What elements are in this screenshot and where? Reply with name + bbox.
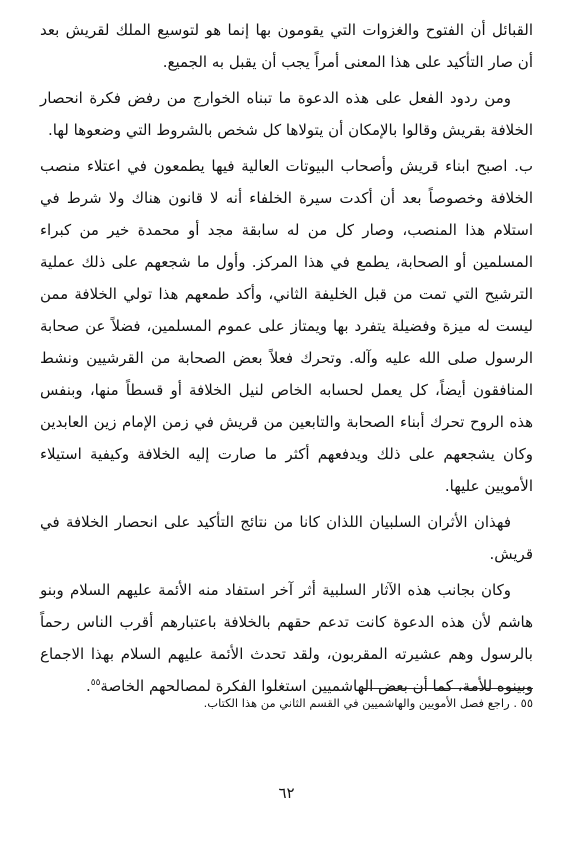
footnote-divider bbox=[363, 688, 533, 689]
paragraph-2: ومن ردود الفعل على هذه الدعوة ما تبناه الخوارج من رفض فكرة انحصار الخلافة بقريش وقالوا بالإمكان أن يتولاها كل شخص بالشروط التي وضعوها لها. bbox=[40, 89, 533, 139]
paragraph-1: القبائل أن الفتوح والغزوات التي يقومون بها إنما هو لتوسيع الملك لقريش بعد أن صار التأكيد على هذا المعنى أمراً يجب أن يقبل به الجميع. bbox=[40, 21, 533, 71]
page-number: ٦٢ bbox=[278, 784, 295, 802]
footnote: ٥٥ . راجع فصل الأمويين والهاشميين في القسم الثاني من هذا الكتاب. bbox=[203, 696, 533, 710]
footnote-reference: ٥٥ bbox=[90, 678, 101, 688]
paragraph-3: ب. اصبح ابناء قريش وأصحاب البيوتات العالية فيها يطمعون في اعتلاء منصب الخلافة وخصوصاً بعد أن أكدت سيرة الخلفاء أنه لا قانون هناك ولا شرط في استلام هذا المنصب، وصار كل من له سابقة مجد أو محمدة خير من كبراء المسلمين أو الصحابة، يطمع في هذا المركز. وأول ما شجعهم على ذلك عملية الترشيح التي تمت من قبل الخليفة الثاني، وأكد طمعهم هذا تولي الخلافة ممن ليست له ميزة وفضيلة يتفرد بها ويمتاز على عموم المسلمين، فضلاً عن صحابة الرسول صلى الله عليه وآله. وتحرك فعلاً بعض الصحابة من القرشيين ونشط المنافقون أيضاً، كل يعمل لحسابه الخاص لنيل الخلافة أو قسطاً منها، وبنفس هذه الروح تحرك أبناء الصحابة والتابعين من قريش في زمن الإمام زين العابدين وكان يشجعهم على ذلك ويدفعهم أكثر ما صارت إليه الخلافة وكيفية استيلاء الأمويين عليها. bbox=[40, 157, 533, 495]
paragraph-4: فهذان الأثران السلبيان اللذان كانا من نتائج التأكيد على انحصار الخلافة في قريش. bbox=[40, 513, 533, 563]
paragraph-5 bbox=[40, 574, 533, 702]
paragraph-5-text: وكان بجانب هذه الآثار السلبية أثر آخر استفاد منه الأئمة عليهم السلام وبنو هاشم لأن هذه الدعوة كانت تدعم حقهم بالخلافة باعتبارهم أقرب الناس رحماً بالرسول وهم عشيرته المقربون، ولقد تحدث الأئمة عليهم السلام بهذا الاجماع وبينوه للأمة، كما أن بعض الهاشميين استغلوا الفكرة لمصالحهم الخاصة bbox=[40, 581, 533, 695]
paragraph-5-end: . bbox=[85, 677, 91, 695]
main-text bbox=[40, 14, 533, 702]
